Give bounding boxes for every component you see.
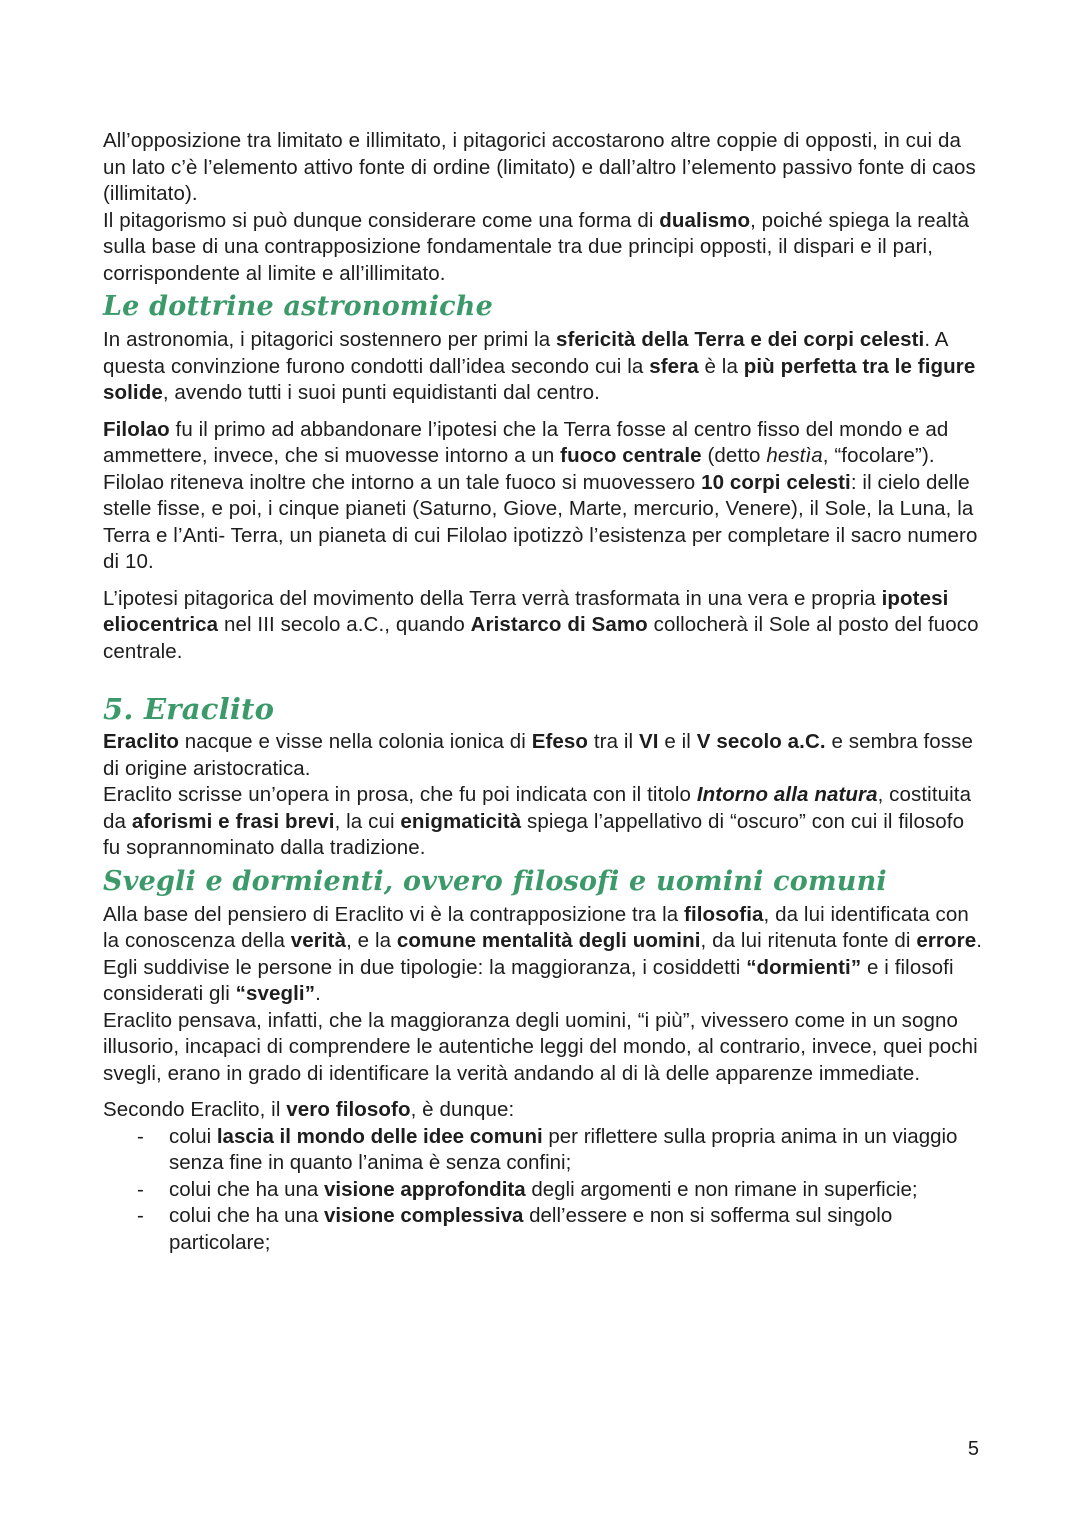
philosopher-traits-list xyxy=(103,1124,983,1257)
section-heading-svegli: Svegli e dormienti, ovvero filosofi e uomini comuni xyxy=(103,865,887,897)
dash-bullet: - xyxy=(137,1204,144,1227)
intro-paragraph-1: All’opposizione tra limitato e illimitato, i pitagorici accostarono altre coppie di opposti, in cui da un lato c’è l’elemento attivo fonte di ordine (limitato) e dall’altro l’elemento passivo fonte di caos (illimitato). xyxy=(103,129,976,205)
dash-bullet: - xyxy=(137,1124,144,1148)
list-item: - colui che ha una visione approfondita degli argomenti e non rimane in superficie; xyxy=(103,1177,983,1204)
astronomy-paragraph-3: Filolao riteneva inoltre che intorno a un tale fuoco si muovessero 10 corpi celesti: il cielo delle stelle fisse, e poi, i cinque pianeti (Saturno, Giove, Marte, mercurio, Venere), il Sole, la Luna, la Terra e l’Anti- Terra, un pianeta di cui Filolao ipotizzò l’esistenza per completare il sacro numero di 10. xyxy=(103,470,978,573)
dash-bullet: - xyxy=(137,1177,144,1201)
eraclito-paragraph-1: Eraclito nacque e visse nella colonia ionica di Efeso tra il VI e il V secolo a.C. e sembra fosse di origine aristocratica. xyxy=(103,730,974,780)
section-heading-astronomy: Le dottrine astronomiche xyxy=(103,291,493,322)
astronomy-paragraph-4: L’ipotesi pitagorica del movimento della Terra verrà trasformata in una vera e propria ipotesi eliocentrica nel III secolo a.C., quando Aristarco di Samo collocherà il Sole al posto del fuoco centrale. xyxy=(103,586,979,663)
list-item: - colui lascia il mondo delle idee comuni per riflettere sulla propria anima in un viaggio senza fine in quanto l’anima è senza confini; xyxy=(137,1124,958,1174)
svegli-paragraph-2: Eraclito pensava, infatti, che la maggioranza degli uomini, “i più”, vivessero come in un sogno illusorio, incapaci di comprendere le autentiche leggi del mondo, al contrario, invece, quei pochi svegli, erano in grado di identificare la verità andando al di là delle apparenze immediate. xyxy=(103,1008,978,1085)
document-page xyxy=(103,128,983,1256)
eraclito-paragraph-2: Eraclito scrisse un’opera in prosa, che fu poi indicata con il titolo Intorno alla natura, costituita da aforismi e frasi brevi, la cui enigmaticità spiega l’appellativo di “oscuro” con cui il filosofo fu soprannominato dalla tradizione. xyxy=(103,783,972,859)
intro-paragraph-2: Il pitagorismo si può dunque considerare come una forma di dualismo, poiché spiega la realtà sulla base di una contrapposizione fondamentale tra due principi opposti, il dispari e il pari, corrispondente al limite e all’illimitato. xyxy=(103,208,970,285)
astronomy-paragraph-1: In astronomia, i pitagorici sostennero per primi la sfericità della Terra e dei corpi celesti. A questa convinzione furono condotti dall’idea secondo cui la sfera è la più perfetta tra le figure solide, avendo tutti i suoi punti equidistanti dal centro. xyxy=(103,328,976,404)
section-heading-eraclito: 5. Eraclito xyxy=(103,692,275,726)
svegli-paragraph-1: Alla base del pensiero di Eraclito vi è la contrapposizione tra la filosofia, da lui identificata con la conoscenza della verità, e la comune mentalità degli uomini, da lui ritenuta fonte di errore. Egli suddivise le persone in due tipologie: la maggioranza, i cosiddetti “dormienti” e i filosofi considerati gli “svegli”. xyxy=(103,902,982,1005)
svegli-paragraph-3: Secondo Eraclito, il vero filosofo, è dunque: xyxy=(103,1098,515,1121)
list-item: - colui che ha una visione complessiva dell’essere e non si sofferma sul singolo particolare; xyxy=(137,1204,893,1254)
page-number: 5 xyxy=(967,1438,979,1460)
astronomy-paragraph-2: Filolao fu il primo ad abbandonare l’ipotesi che la Terra fosse al centro fisso del mondo e ad ammettere, invece, che si muovesse intorno a un fuoco centrale (detto hestìa, “focolare”). xyxy=(103,417,949,467)
